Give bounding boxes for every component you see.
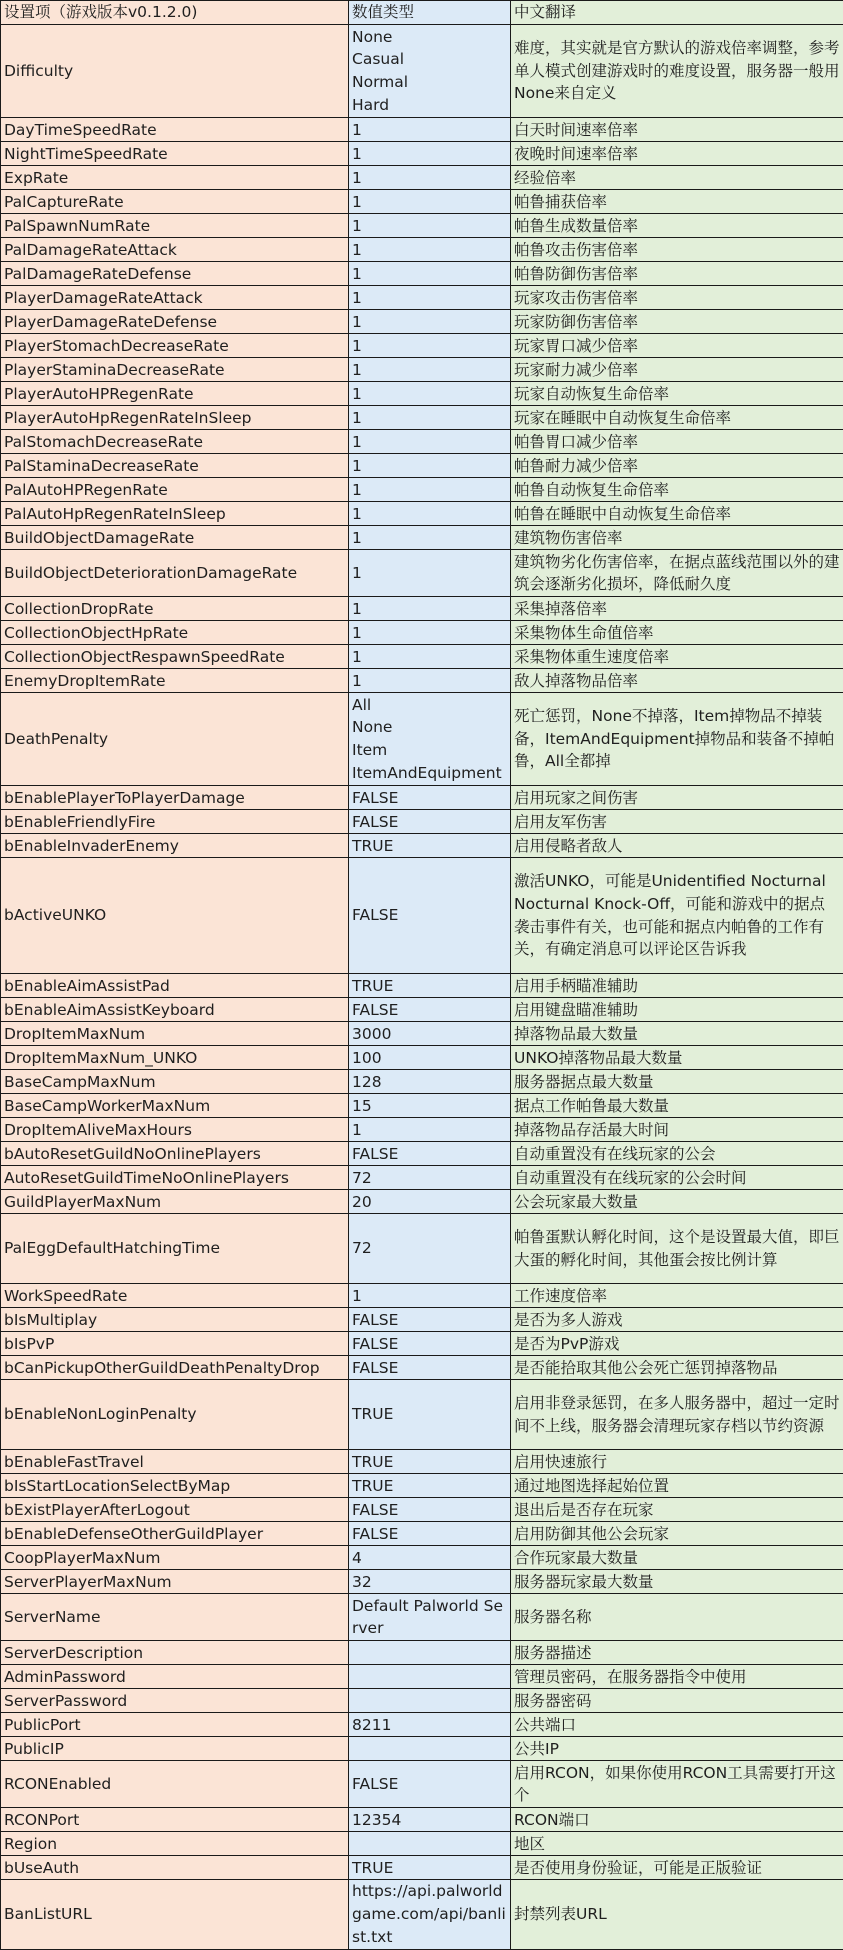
setting-key-cell[interactable]: ServerName [1, 1594, 349, 1641]
table-row [1, 1737, 843, 1761]
setting-value-cell[interactable]: https://api.palworldgame.com/api/banlist.txt [349, 1880, 511, 1950]
table-body [1, 25, 843, 1950]
setting-translation-cell[interactable]: 启用手柄瞄准辅助 [511, 974, 843, 998]
setting-translation-cell[interactable]: 公共端口 [511, 1713, 843, 1737]
setting-translation-cell[interactable]: 服务器玩家最大数量 [511, 1570, 843, 1594]
setting-key-cell[interactable]: BaseCampWorkerMaxNum [1, 1094, 349, 1118]
setting-value-cell[interactable]: FALSE [349, 1522, 511, 1546]
table-row [1, 118, 843, 142]
table-row [1, 1832, 843, 1856]
setting-value-cell[interactable]: 15 [349, 1094, 511, 1118]
setting-key-cell[interactable]: CollectionObjectRespawnSpeedRate [1, 645, 349, 669]
table-row [1, 1498, 843, 1522]
setting-value-cell[interactable]: FALSE [349, 858, 511, 974]
setting-key-cell[interactable]: BanListURL [1, 1880, 349, 1950]
setting-translation-cell[interactable]: 公会玩家最大数量 [511, 1190, 843, 1214]
setting-translation-cell[interactable]: 采集物体生命值倍率 [511, 621, 843, 645]
setting-translation-cell[interactable]: 启用RCON，如果你使用RCON工具需要打开这个 [511, 1761, 843, 1808]
setting-value-cell[interactable]: 1 [349, 526, 511, 550]
table-row [1, 1641, 843, 1665]
setting-key-cell[interactable]: CollectionObjectHpRate [1, 621, 349, 645]
setting-translation-cell[interactable]: 通过地图选择起始位置 [511, 1474, 843, 1498]
setting-key-cell[interactable]: PalAutoHPRegenRate [1, 478, 349, 502]
setting-value-cell[interactable]: 1 [349, 1118, 511, 1142]
table-row [1, 430, 843, 454]
setting-value-cell[interactable]: TRUE [349, 834, 511, 858]
setting-translation-cell[interactable]: 帕鲁捕获倍率 [511, 190, 843, 214]
setting-translation-cell[interactable]: 封禁列表URL [511, 1880, 843, 1950]
setting-translation-cell[interactable]: 帕鲁自动恢复生命倍率 [511, 478, 843, 502]
setting-value-cell[interactable]: 100 [349, 1046, 511, 1070]
setting-translation-cell[interactable]: 帕鲁防御伤害倍率 [511, 262, 843, 286]
setting-key-cell[interactable]: bIsStartLocationSelectByMap [1, 1474, 349, 1498]
setting-key-cell[interactable]: PalAutoHpRegenRateInSleep [1, 502, 349, 526]
setting-key-cell[interactable]: PublicPort [1, 1713, 349, 1737]
setting-key-cell[interactable]: bIsMultiplay [1, 1308, 349, 1332]
table-row [1, 166, 843, 190]
setting-value-cell[interactable]: None Casual Normal Hard [349, 25, 511, 118]
setting-value-cell[interactable]: FALSE [349, 810, 511, 834]
setting-translation-cell[interactable]: 启用非登录惩罚，在多人服务器中，超过一定时间不上线，服务器会清理玩家存档以节约资源 [511, 1380, 843, 1450]
table-row [1, 502, 843, 526]
setting-value-cell[interactable]: 32 [349, 1570, 511, 1594]
setting-translation-cell[interactable]: RCON端口 [511, 1808, 843, 1832]
setting-value-cell[interactable]: All None Item ItemAndEquipment [349, 693, 511, 786]
setting-translation-cell[interactable]: 服务器密码 [511, 1689, 843, 1713]
setting-value-cell[interactable]: 1 [349, 502, 511, 526]
setting-translation-cell[interactable]: UNKO掉落物品最大数量 [511, 1046, 843, 1070]
setting-value-cell[interactable]: TRUE [349, 1380, 511, 1450]
setting-key-cell[interactable]: BuildObjectDeteriorationDamageRate [1, 550, 349, 597]
setting-translation-cell[interactable]: 难度，其实就是官方默认的游戏倍率调整，参考单人模式创建游戏时的难度设置，服务器一般用None来自定义 [511, 25, 843, 118]
table-row [1, 190, 843, 214]
setting-key-cell[interactable]: PalDamageRateDefense [1, 262, 349, 286]
setting-value-cell[interactable]: 1 [349, 142, 511, 166]
setting-key-cell[interactable]: BaseCampMaxNum [1, 1070, 349, 1094]
setting-value-cell[interactable]: TRUE [349, 1450, 511, 1474]
table-row [1, 526, 843, 550]
table-row [1, 478, 843, 502]
setting-key-cell[interactable]: bEnableAimAssistPad [1, 974, 349, 998]
setting-key-cell[interactable]: bEnableFriendlyFire [1, 810, 349, 834]
setting-key-cell[interactable]: bUseAuth [1, 1856, 349, 1880]
setting-translation-cell[interactable]: 采集掉落倍率 [511, 597, 843, 621]
setting-value-cell[interactable]: 1 [349, 550, 511, 597]
setting-key-cell[interactable]: PlayerAutoHpRegenRateInSleep [1, 406, 349, 430]
table-row [1, 669, 843, 693]
table-row [1, 1474, 843, 1498]
table-row [1, 334, 843, 358]
table-row [1, 597, 843, 621]
setting-translation-cell[interactable]: 经验倍率 [511, 166, 843, 190]
setting-key-cell[interactable]: PlayerDamageRateAttack [1, 286, 349, 310]
table-row [1, 1450, 843, 1474]
setting-translation-cell[interactable]: 自动重置没有在线玩家的公会时间 [511, 1166, 843, 1190]
table-row [1, 1142, 843, 1166]
table-row [1, 25, 843, 118]
table-row [1, 1594, 843, 1641]
setting-value-cell[interactable]: FALSE [349, 1498, 511, 1522]
setting-value-cell[interactable]: 72 [349, 1166, 511, 1190]
table-row [1, 1022, 843, 1046]
setting-key-cell[interactable]: CoopPlayerMaxNum [1, 1546, 349, 1570]
table-row [1, 858, 843, 974]
setting-value-cell[interactable]: 12354 [349, 1808, 511, 1832]
setting-value-cell[interactable]: 4 [349, 1546, 511, 1570]
table-row [1, 1166, 843, 1190]
setting-value-cell[interactable]: FALSE [349, 998, 511, 1022]
setting-value-cell[interactable]: 1 [349, 190, 511, 214]
setting-translation-cell[interactable]: 据点工作帕鲁最大数量 [511, 1094, 843, 1118]
setting-key-cell[interactable]: PlayerAutoHPRegenRate [1, 382, 349, 406]
setting-translation-cell[interactable]: 帕鲁生成数量倍率 [511, 214, 843, 238]
table-row [1, 1070, 843, 1094]
setting-value-cell[interactable]: 1 [349, 262, 511, 286]
setting-value-cell[interactable]: FALSE [349, 1332, 511, 1356]
setting-value-cell[interactable] [349, 1689, 511, 1713]
setting-key-cell[interactable]: bEnableInvaderEnemy [1, 834, 349, 858]
setting-value-cell[interactable]: FALSE [349, 1356, 511, 1380]
setting-key-cell[interactable]: Difficulty [1, 25, 349, 118]
table-row [1, 1546, 843, 1570]
table-row [1, 382, 843, 406]
setting-translation-cell[interactable]: 帕鲁耐力减少倍率 [511, 454, 843, 478]
setting-key-cell[interactable]: WorkSpeedRate [1, 1284, 349, 1308]
setting-translation-cell[interactable]: 敌人掉落物品倍率 [511, 669, 843, 693]
setting-translation-cell[interactable]: 服务器描述 [511, 1641, 843, 1665]
table-row [1, 834, 843, 858]
setting-translation-cell[interactable]: 掉落物品存活最大时间 [511, 1118, 843, 1142]
setting-key-cell[interactable]: bIsPvP [1, 1332, 349, 1356]
setting-value-cell[interactable]: 1 [349, 214, 511, 238]
table-row [1, 1713, 843, 1737]
setting-key-cell[interactable]: bEnableFastTravel [1, 1450, 349, 1474]
setting-key-cell[interactable]: bEnableNonLoginPenalty [1, 1380, 349, 1450]
header-translation-cell[interactable]: 中文翻译 [511, 1, 843, 25]
setting-value-cell[interactable] [349, 1832, 511, 1856]
setting-key-cell[interactable]: PalDamageRateAttack [1, 238, 349, 262]
setting-key-cell[interactable]: ServerPassword [1, 1689, 349, 1713]
setting-translation-cell[interactable]: 服务器名称 [511, 1594, 843, 1641]
setting-value-cell[interactable]: TRUE [349, 1474, 511, 1498]
setting-translation-cell[interactable]: 激活UNKO，可能是Unidentified Nocturnal Nocturnal Knock-Off，可能和游戏中的据点袭击事件有关，也可能和据点内帕鲁的工作有关，有确定消息可以评论区告诉我 [511, 858, 843, 974]
setting-translation-cell[interactable]: 帕鲁蛋默认孵化时间，这个是设置最大值，即巨大蛋的孵化时间，其他蛋会按比例计算 [511, 1214, 843, 1284]
table-row [1, 262, 843, 286]
setting-value-cell[interactable]: TRUE [349, 1856, 511, 1880]
setting-key-cell[interactable]: bEnableAimAssistKeyboard [1, 998, 349, 1022]
setting-key-cell[interactable]: PlayerStaminaDecreaseRate [1, 358, 349, 382]
table-row [1, 406, 843, 430]
setting-translation-cell[interactable]: 玩家在睡眠中自动恢复生命倍率 [511, 406, 843, 430]
setting-key-cell[interactable]: PalSpawnNumRate [1, 214, 349, 238]
setting-key-cell[interactable]: BuildObjectDamageRate [1, 526, 349, 550]
table-row [1, 998, 843, 1022]
setting-translation-cell[interactable]: 建筑物劣化伤害倍率，在据点蓝线范围以外的建筑会逐渐劣化损坏，降低耐久度 [511, 550, 843, 597]
setting-key-cell[interactable]: RCONEnabled [1, 1761, 349, 1808]
setting-key-cell[interactable]: DropItemMaxNum [1, 1022, 349, 1046]
setting-translation-cell[interactable]: 是否为多人游戏 [511, 1308, 843, 1332]
setting-key-cell[interactable]: GuildPlayerMaxNum [1, 1190, 349, 1214]
setting-value-cell[interactable]: 1 [349, 406, 511, 430]
setting-key-cell[interactable]: PublicIP [1, 1737, 349, 1761]
table-row [1, 974, 843, 998]
setting-translation-cell[interactable]: 掉落物品最大数量 [511, 1022, 843, 1046]
setting-key-cell[interactable]: RCONPort [1, 1808, 349, 1832]
table-row [1, 1284, 843, 1308]
setting-translation-cell[interactable]: 帕鲁攻击伤害倍率 [511, 238, 843, 262]
setting-value-cell[interactable]: 1 [349, 454, 511, 478]
setting-value-cell[interactable]: 8211 [349, 1713, 511, 1737]
table-row [1, 1214, 843, 1284]
setting-key-cell[interactable]: NightTimeSpeedRate [1, 142, 349, 166]
header-row [1, 1, 843, 25]
setting-value-cell[interactable] [349, 1641, 511, 1665]
setting-translation-cell[interactable]: 启用快速旅行 [511, 1450, 843, 1474]
setting-value-cell[interactable] [349, 1737, 511, 1761]
setting-value-cell[interactable]: 20 [349, 1190, 511, 1214]
setting-value-cell[interactable]: FALSE [349, 1142, 511, 1166]
setting-translation-cell[interactable]: 玩家防御伤害倍率 [511, 310, 843, 334]
setting-key-cell[interactable]: bExistPlayerAfterLogout [1, 1498, 349, 1522]
setting-key-cell[interactable]: PlayerStomachDecreaseRate [1, 334, 349, 358]
table-row [1, 310, 843, 334]
setting-key-cell[interactable]: bEnablePlayerToPlayerDamage [1, 786, 349, 810]
table-row [1, 1689, 843, 1713]
table-row [1, 1665, 843, 1689]
setting-key-cell[interactable]: DropItemMaxNum_UNKO [1, 1046, 349, 1070]
setting-value-cell[interactable]: FALSE [349, 1761, 511, 1808]
setting-value-cell[interactable]: 1 [349, 334, 511, 358]
setting-translation-cell[interactable]: 采集物体重生速度倍率 [511, 645, 843, 669]
setting-translation-cell[interactable]: 玩家攻击伤害倍率 [511, 286, 843, 310]
table-row [1, 1046, 843, 1070]
setting-key-cell[interactable]: bEnableDefenseOtherGuildPlayer [1, 1522, 349, 1546]
table-row [1, 645, 843, 669]
setting-value-cell[interactable]: TRUE [349, 974, 511, 998]
setting-key-cell[interactable]: bCanPickupOtherGuildDeathPenaltyDrop [1, 1356, 349, 1380]
setting-key-cell[interactable]: PalStomachDecreaseRate [1, 430, 349, 454]
setting-key-cell[interactable]: PalCaptureRate [1, 190, 349, 214]
setting-value-cell[interactable]: 1 [349, 621, 511, 645]
setting-translation-cell[interactable]: 启用防御其他公会玩家 [511, 1522, 843, 1546]
setting-translation-cell[interactable]: 夜晚时间速率倍率 [511, 142, 843, 166]
setting-value-cell[interactable]: 1 [349, 597, 511, 621]
setting-key-cell[interactable]: PalEggDefaultHatchingTime [1, 1214, 349, 1284]
setting-value-cell[interactable]: 1 [349, 238, 511, 262]
setting-translation-cell[interactable]: 玩家胃口减少倍率 [511, 334, 843, 358]
setting-translation-cell[interactable]: 是否能拾取其他公会死亡惩罚掉落物品 [511, 1356, 843, 1380]
setting-key-cell[interactable]: AutoResetGuildTimeNoOnlinePlayers [1, 1166, 349, 1190]
setting-translation-cell[interactable]: 启用侵略者敌人 [511, 834, 843, 858]
setting-translation-cell[interactable]: 公共IP [511, 1737, 843, 1761]
setting-translation-cell[interactable]: 合作玩家最大数量 [511, 1546, 843, 1570]
table-row [1, 693, 843, 786]
setting-key-cell[interactable]: DropItemAliveMaxHours [1, 1118, 349, 1142]
setting-key-cell[interactable]: bActiveUNKO [1, 858, 349, 974]
table-row [1, 1808, 843, 1832]
setting-translation-cell[interactable]: 启用玩家之间伤害 [511, 786, 843, 810]
setting-value-cell[interactable]: FALSE [349, 786, 511, 810]
table-row [1, 358, 843, 382]
setting-key-cell[interactable]: PlayerDamageRateDefense [1, 310, 349, 334]
setting-translation-cell[interactable]: 自动重置没有在线玩家的公会 [511, 1142, 843, 1166]
table-row [1, 1118, 843, 1142]
table-row [1, 286, 843, 310]
setting-translation-cell[interactable]: 地区 [511, 1832, 843, 1856]
setting-key-cell[interactable]: EnemyDropItemRate [1, 669, 349, 693]
setting-key-cell[interactable]: DeathPenalty [1, 693, 349, 786]
table-row [1, 1380, 843, 1450]
setting-key-cell[interactable]: AdminPassword [1, 1665, 349, 1689]
setting-translation-cell[interactable]: 帕鲁胃口减少倍率 [511, 430, 843, 454]
header-key-cell[interactable]: 设置项（游戏版本v0.1.2.0) [1, 1, 349, 25]
table-row [1, 1570, 843, 1594]
setting-translation-cell[interactable]: 启用友军伤害 [511, 810, 843, 834]
table-row [1, 1522, 843, 1546]
setting-value-cell[interactable]: 1 [349, 286, 511, 310]
setting-key-cell[interactable]: ServerDescription [1, 1641, 349, 1665]
setting-value-cell[interactable]: 1 [349, 478, 511, 502]
setting-value-cell[interactable]: 1 [349, 645, 511, 669]
table-row [1, 786, 843, 810]
setting-translation-cell[interactable]: 玩家自动恢复生命倍率 [511, 382, 843, 406]
table-row [1, 621, 843, 645]
setting-value-cell[interactable]: 1 [349, 1284, 511, 1308]
setting-translation-cell[interactable]: 帕鲁在睡眠中自动恢复生命倍率 [511, 502, 843, 526]
setting-translation-cell[interactable]: 退出后是否存在玩家 [511, 1498, 843, 1522]
setting-translation-cell[interactable]: 是否使用身份验证，可能是正版验证 [511, 1856, 843, 1880]
setting-translation-cell[interactable]: 启用键盘瞄准辅助 [511, 998, 843, 1022]
table-row [1, 238, 843, 262]
setting-value-cell[interactable]: 1 [349, 310, 511, 334]
setting-translation-cell[interactable]: 白天时间速率倍率 [511, 118, 843, 142]
table-row [1, 1308, 843, 1332]
setting-value-cell[interactable]: 128 [349, 1070, 511, 1094]
setting-value-cell[interactable]: 1 [349, 166, 511, 190]
setting-value-cell[interactable]: 1 [349, 669, 511, 693]
table-row [1, 142, 843, 166]
setting-value-cell[interactable]: Default Palworld Server [349, 1594, 511, 1641]
setting-key-cell[interactable]: ServerPlayerMaxNum [1, 1570, 349, 1594]
table-row [1, 1356, 843, 1380]
table-row [1, 214, 843, 238]
setting-key-cell[interactable]: CollectionDropRate [1, 597, 349, 621]
setting-translation-cell[interactable]: 管理员密码，在服务器指令中使用 [511, 1665, 843, 1689]
table-row [1, 1190, 843, 1214]
setting-value-cell[interactable]: 1 [349, 118, 511, 142]
header-value-cell[interactable]: 数值类型 [349, 1, 511, 25]
setting-key-cell[interactable]: ExpRate [1, 166, 349, 190]
table-row [1, 1094, 843, 1118]
setting-value-cell[interactable]: 1 [349, 430, 511, 454]
setting-translation-cell[interactable]: 工作速度倍率 [511, 1284, 843, 1308]
setting-value-cell[interactable] [349, 1665, 511, 1689]
table-row [1, 1332, 843, 1356]
setting-value-cell[interactable]: 3000 [349, 1022, 511, 1046]
setting-value-cell[interactable]: FALSE [349, 1308, 511, 1332]
table-row [1, 1856, 843, 1880]
table-row [1, 1761, 843, 1808]
setting-key-cell[interactable]: Region [1, 1832, 349, 1856]
table-row [1, 810, 843, 834]
setting-translation-cell[interactable]: 服务器据点最大数量 [511, 1070, 843, 1094]
setting-translation-cell[interactable]: 建筑物伤害倍率 [511, 526, 843, 550]
setting-value-cell[interactable]: 1 [349, 358, 511, 382]
setting-key-cell[interactable]: bAutoResetGuildNoOnlinePlayers [1, 1142, 349, 1166]
setting-key-cell[interactable]: DayTimeSpeedRate [1, 118, 349, 142]
setting-value-cell[interactable]: 72 [349, 1214, 511, 1284]
setting-key-cell[interactable]: PalStaminaDecreaseRate [1, 454, 349, 478]
setting-translation-cell[interactable]: 是否为PvP游戏 [511, 1332, 843, 1356]
setting-value-cell[interactable]: 1 [349, 382, 511, 406]
setting-translation-cell[interactable]: 死亡惩罚，None不掉落，Item掉物品不掉装备，ItemAndEquipment掉物品和装备不掉帕鲁，All全都掉 [511, 693, 843, 786]
table-row [1, 550, 843, 597]
table-row [1, 454, 843, 478]
setting-translation-cell[interactable]: 玩家耐力减少倍率 [511, 358, 843, 382]
table-row [1, 1880, 843, 1950]
